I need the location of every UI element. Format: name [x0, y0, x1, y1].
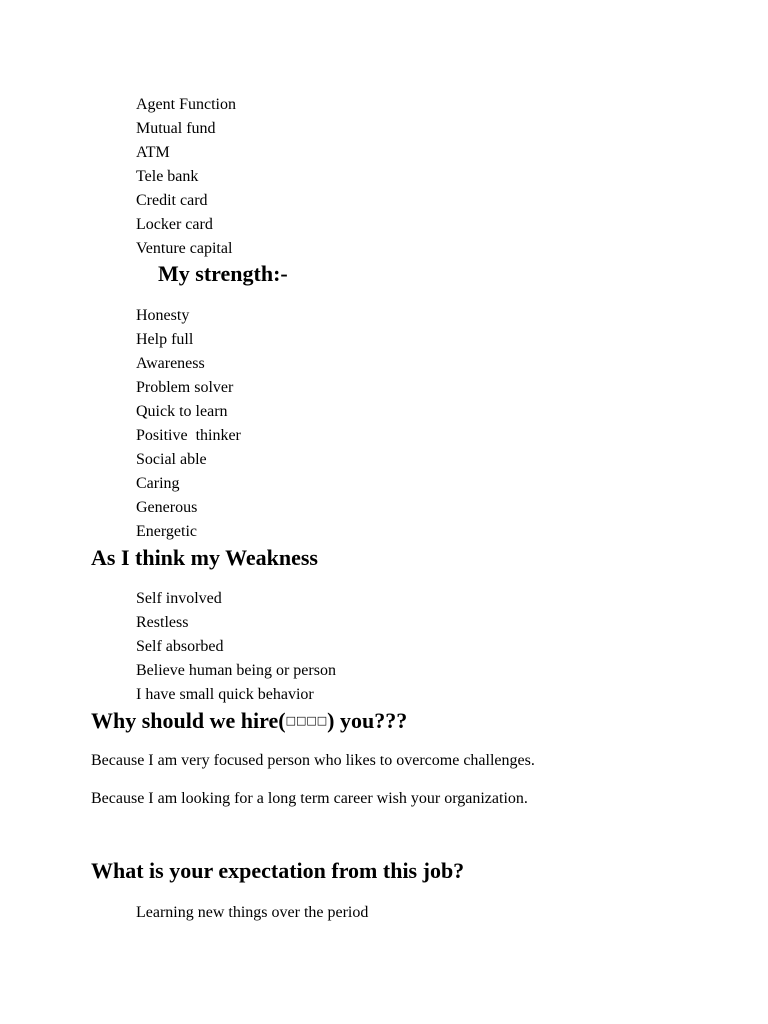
list-item: Caring: [136, 475, 180, 492]
list-item: Restless: [136, 614, 189, 631]
list-item: Social able: [136, 451, 207, 468]
list-item: Believe human being or person: [136, 662, 336, 679]
hire-heading: [91, 708, 407, 736]
list-item: Self involved: [136, 590, 222, 607]
list-item: Generous: [136, 499, 198, 516]
hire-reason-paragraph: Because I am very focused person who likes to overcome challenges.: [91, 752, 535, 769]
hire-reason-paragraph: Because I am looking for a long term career wish your organization.: [91, 790, 528, 807]
list-item: I have small quick behavior: [136, 686, 314, 703]
list-item: Awareness: [136, 355, 205, 372]
list-item: Credit card: [136, 192, 208, 209]
list-item: Help full: [136, 331, 194, 348]
list-item: Positive thinker: [136, 427, 241, 444]
hire-heading-text-after: ) you???: [327, 708, 408, 733]
list-item: ATM: [136, 144, 170, 161]
list-item: Energetic: [136, 523, 198, 540]
weakness-heading: As I think my Weakness: [91, 545, 318, 570]
list-item: Self absorbed: [136, 638, 224, 655]
hire-heading-text-before: Why should we hire(: [91, 708, 286, 733]
services-list: [136, 97, 236, 265]
list-item: Honesty: [136, 307, 190, 324]
expectation-heading: What is your expectation from this job?: [91, 858, 465, 883]
list-item: Mutual fund: [136, 120, 216, 137]
list-item: Learning new things over the period: [136, 904, 369, 921]
list-item: Agent Function: [136, 96, 236, 113]
list-item: Tele bank: [136, 168, 199, 185]
strength-heading: My strength:-: [158, 261, 288, 286]
list-item: Venture capital: [136, 240, 233, 257]
missing-glyph-boxes: □□□□: [285, 713, 328, 727]
list-item: Quick to learn: [136, 403, 228, 420]
weakness-list: [136, 591, 336, 711]
expectation-list: [136, 905, 368, 929]
strength-list: [136, 308, 241, 548]
list-item: Problem solver: [136, 379, 234, 396]
list-item: Locker card: [136, 216, 213, 233]
